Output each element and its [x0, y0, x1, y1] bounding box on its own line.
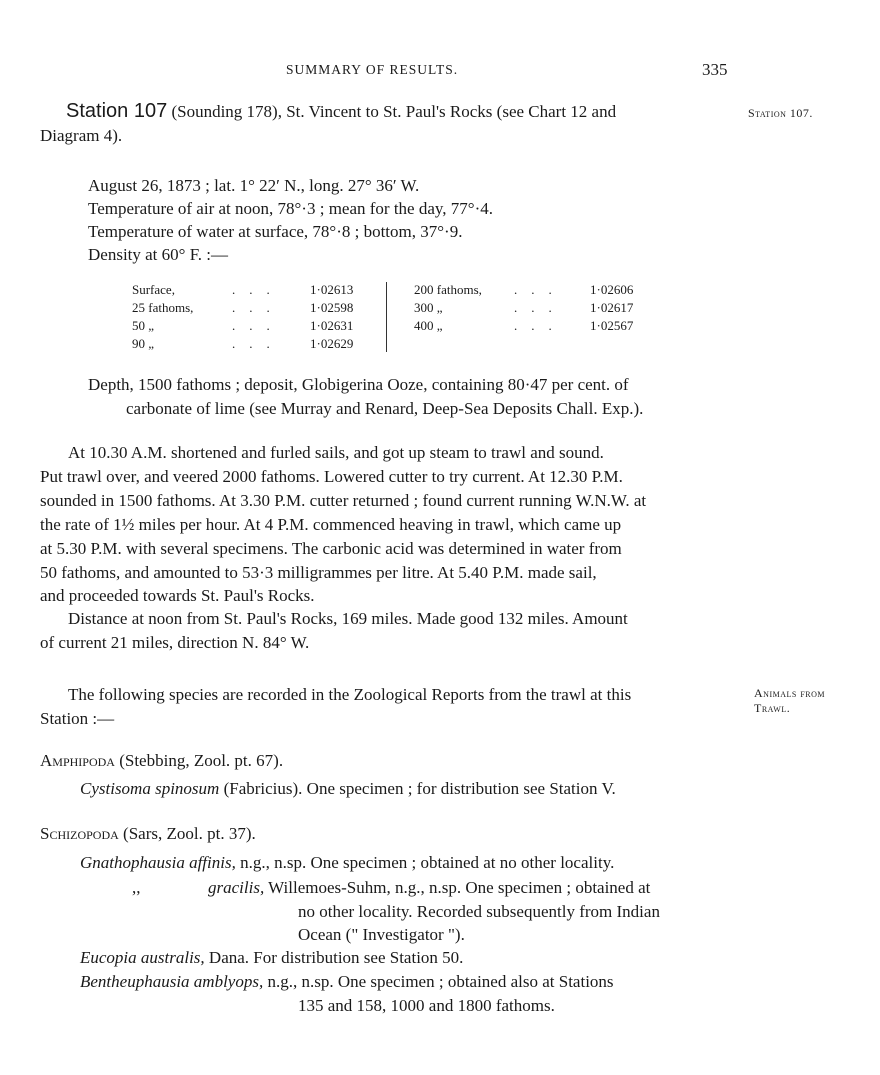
leader-dots: ... [514, 300, 566, 315]
species-entry [80, 946, 463, 970]
species-name: Bentheuphausia amblyops, [80, 972, 264, 991]
density-value: 1·02617 [590, 300, 634, 315]
density-label: 50 „ [132, 318, 155, 333]
conditions-date: August 26, 1873 ; lat. 1° 22′ N., long. 27° 36′ W. [88, 176, 420, 195]
station-label: Station 107 [66, 100, 168, 122]
density-value: 1·02598 [310, 300, 354, 315]
species-intro-line1: The following species are recorded in the Zoological Reports from the trawl at this [68, 685, 632, 704]
table-divider [386, 282, 387, 352]
station-heading-rest: (Sounding 178), St. Vincent to St. Paul's Rocks (see Chart 12 and [171, 102, 617, 121]
conditions-water-temp: Temperature of water at surface, 78°·8 ; bottom, 37°·9. [88, 222, 463, 241]
species-entry [208, 876, 650, 900]
narrative-line: and proceeded towards St. Paul's Rocks. [40, 586, 315, 605]
species-note: n.g., n.sp. One specimen ; obtained at no other locality. [240, 853, 615, 872]
margin-note-station: Station 107. [748, 106, 813, 120]
species-entry [80, 970, 614, 994]
narrative-line: of current 21 miles, direction N. 84° W. [40, 633, 310, 652]
table-row [132, 335, 353, 353]
density-table-right [414, 281, 633, 335]
ditto-mark: ,, [132, 878, 141, 897]
species-entry [80, 777, 616, 801]
leader-dots: ... [232, 336, 284, 351]
density-value: 1·02631 [310, 318, 354, 333]
group-reference: (Sars, Zool. pt. 37). [123, 824, 256, 843]
table-row [414, 281, 633, 299]
running-head: SUMMARY OF RESULTS. [286, 62, 459, 77]
amphipoda-heading [40, 749, 283, 773]
leader-dots: ... [232, 282, 284, 297]
narrative-line: Put trawl over, and veered 2000 fathoms. Lowered cutter to try current. At 12.30 P.M. [40, 467, 623, 486]
density-label: Surface, [132, 282, 175, 297]
species-note: Willemoes-Suhm, n.g., n.sp. One specimen ; obtained at [268, 878, 651, 897]
depth-line2: carbonate of lime (see Murray and Renard, Deep-Sea Deposits Chall. Exp.). [126, 399, 644, 418]
narrative-line: the rate of 1½ miles per hour. At 4 P.M. commenced heaving in trawl, which came up [40, 515, 622, 534]
narrative-line: at 5.30 P.M. with several specimens. The carbonic acid was determined in water from [40, 539, 622, 558]
density-label: 200 fathoms, [414, 282, 482, 297]
table-row [132, 317, 353, 335]
leader-dots: ... [232, 318, 284, 333]
density-label: 25 fathoms, [132, 300, 194, 315]
species-name: gracilis, [208, 878, 265, 897]
margin-note-trawl: Trawl. [754, 701, 791, 715]
species-intro-line2: Station :— [40, 709, 115, 728]
narrative-line: 50 fathoms, and amounted to 53·3 milligrammes per litre. At 5.40 P.M. made sail, [40, 563, 597, 582]
species-note: n.g., n.sp. One specimen ; obtained also at Stations [267, 972, 614, 991]
narrative-line: sounded in 1500 fathoms. At 3.30 P.M. cutter returned ; found current running W.N.W. at [40, 491, 647, 510]
group-name: Schizopoda [40, 824, 119, 843]
margin-note-animals: Animals from [754, 686, 826, 700]
species-note-cont: no other locality. Recorded subsequently from Indian [298, 902, 660, 921]
station-heading-line2: Diagram 4). [40, 126, 123, 145]
group-name: Amphipoda [40, 751, 115, 770]
species-note-cont: Ocean (" Investigator "). [298, 925, 465, 944]
narrative-line: Distance at noon from St. Paul's Rocks, 169 miles. Made good 132 miles. Amount [68, 609, 628, 628]
table-row [414, 317, 633, 335]
leader-dots: ... [232, 300, 284, 315]
schizopoda-heading [40, 822, 256, 846]
table-row [132, 281, 353, 299]
group-reference: (Stebbing, Zool. pt. 67). [119, 751, 284, 770]
density-value: 1·02606 [590, 282, 634, 297]
page-number: 335 [702, 60, 728, 79]
density-value: 1·02613 [310, 282, 354, 297]
species-name: Gnathophausia affinis, [80, 853, 236, 872]
species-entry [80, 851, 614, 875]
density-label: 90 „ [132, 336, 155, 351]
density-value: 1·02567 [590, 318, 634, 333]
species-note-cont: 135 and 158, 1000 and 1800 fathoms. [298, 996, 555, 1015]
conditions-density-label: Density at 60° F. :— [88, 245, 229, 264]
narrative-line: At 10.30 A.M. shortened and furled sails, and got up steam to trawl and sound. [68, 443, 604, 462]
leader-dots: ... [514, 318, 566, 333]
conditions-air-temp: Temperature of air at noon, 78°·3 ; mean for the day, 77°·4. [88, 199, 493, 218]
table-row [414, 299, 633, 317]
station-heading [66, 100, 616, 123]
density-value: 1·02629 [310, 336, 354, 351]
density-table-left [132, 281, 353, 353]
species-name: Eucopia australis, [80, 948, 205, 967]
leader-dots: ... [514, 282, 566, 297]
density-label: 300 „ [414, 300, 443, 315]
table-row [132, 299, 353, 317]
species-name: Cystisoma spinosum [80, 779, 220, 798]
species-note: (Fabricius). One specimen ; for distribution see Station V. [223, 779, 616, 798]
density-label: 400 „ [414, 318, 443, 333]
depth-line1: Depth, 1500 fathoms ; deposit, Globigerina Ooze, containing 80·47 per cent. of [88, 375, 629, 394]
species-note: Dana. For distribution see Station 50. [208, 948, 464, 967]
